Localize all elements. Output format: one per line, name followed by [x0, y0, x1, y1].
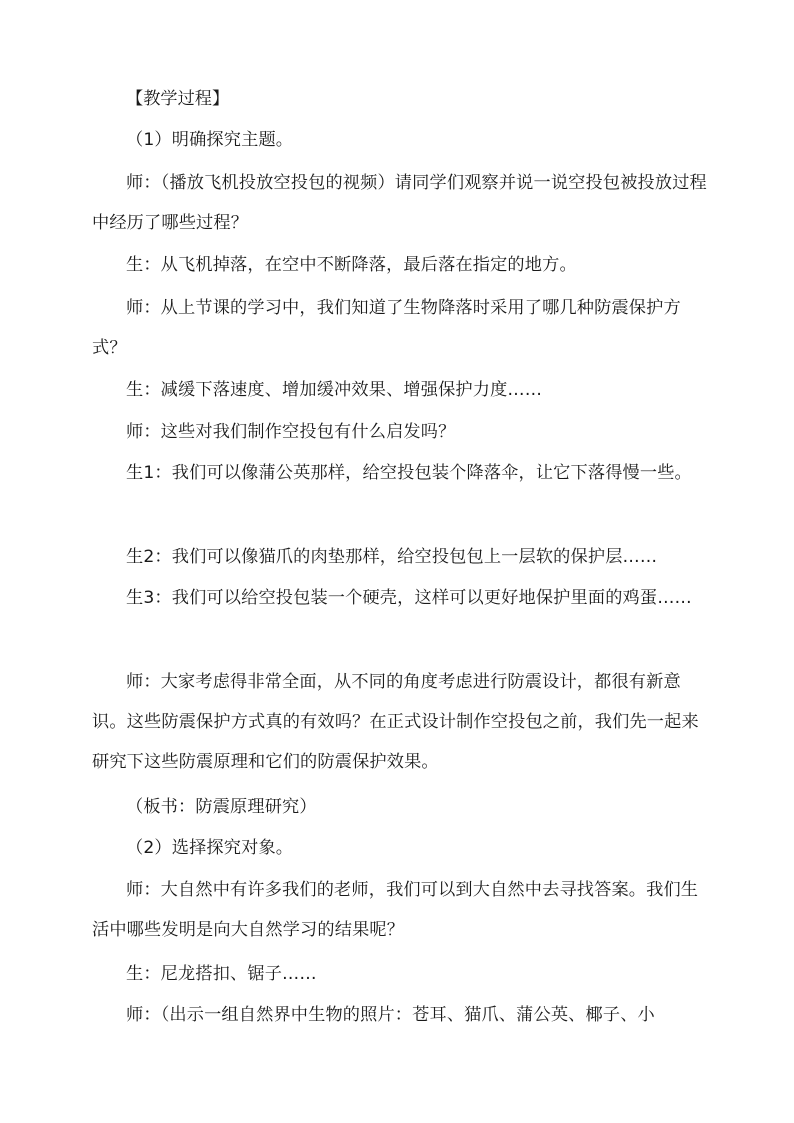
- paragraph-9: 生3：我们可以给空投包装一个硬壳，这样可以更好地保护里面的鸡蛋……: [126, 588, 692, 608]
- paragraph-5: 生：减缓下落速度、增加缓冲效果、增强保护力度……: [126, 380, 543, 400]
- paragraph-12: （2）选择探究对象。: [126, 838, 294, 858]
- paragraph-2: 师：（播放飞机投放空投包的视频）请同学们观察并说一说空投包被投放过程中经历了哪些过程？: [92, 173, 707, 233]
- paragraph-8: 生2：我们可以像猫爪的肉垫那样，给空投包包上一层软的保护层……: [126, 547, 658, 567]
- paragraph-13: 师：大自然中有许多我们的老师，我们可以到大自然中去寻找答案。我们生活中哪些发明是向大自然学习的结果呢？: [92, 880, 699, 940]
- section-heading: 【教学过程】: [126, 89, 230, 109]
- paragraph-11: （板书：防震原理研究）: [126, 797, 317, 817]
- paragraph-3: 生：从飞机掉落，在空中不断降落，最后落在指定的地方。: [126, 255, 577, 275]
- paragraph-4: 师：从上节课的学习中，我们知道了生物降落时采用了哪几种防震保护方式？: [92, 298, 681, 358]
- paragraph-15: 师：（出示一组自然界中生物的照片：苍耳、猫爪、蒲公英、椰子、小: [126, 1005, 655, 1025]
- paragraph-10: 师：大家考虑得非常全面，从不同的角度考虑进行防震设计，都很有新意识。这些防震保护方式真的有效吗？在正式设计制作空投包之前，我们先一起来研究下这些防震原理和它们的防震保护效果。: [92, 672, 699, 772]
- paragraph-1: （1）明确探究主题。: [126, 130, 294, 150]
- paragraph-6: 师：这些对我们制作空投包有什么启发吗？: [126, 422, 456, 442]
- paragraph-14: 生：尼龙搭扣、锯子……: [126, 964, 317, 984]
- paragraph-7: 生1：我们可以像蒲公英那样，给空投包装个降落伞，让它下落得慢一些。: [126, 463, 692, 483]
